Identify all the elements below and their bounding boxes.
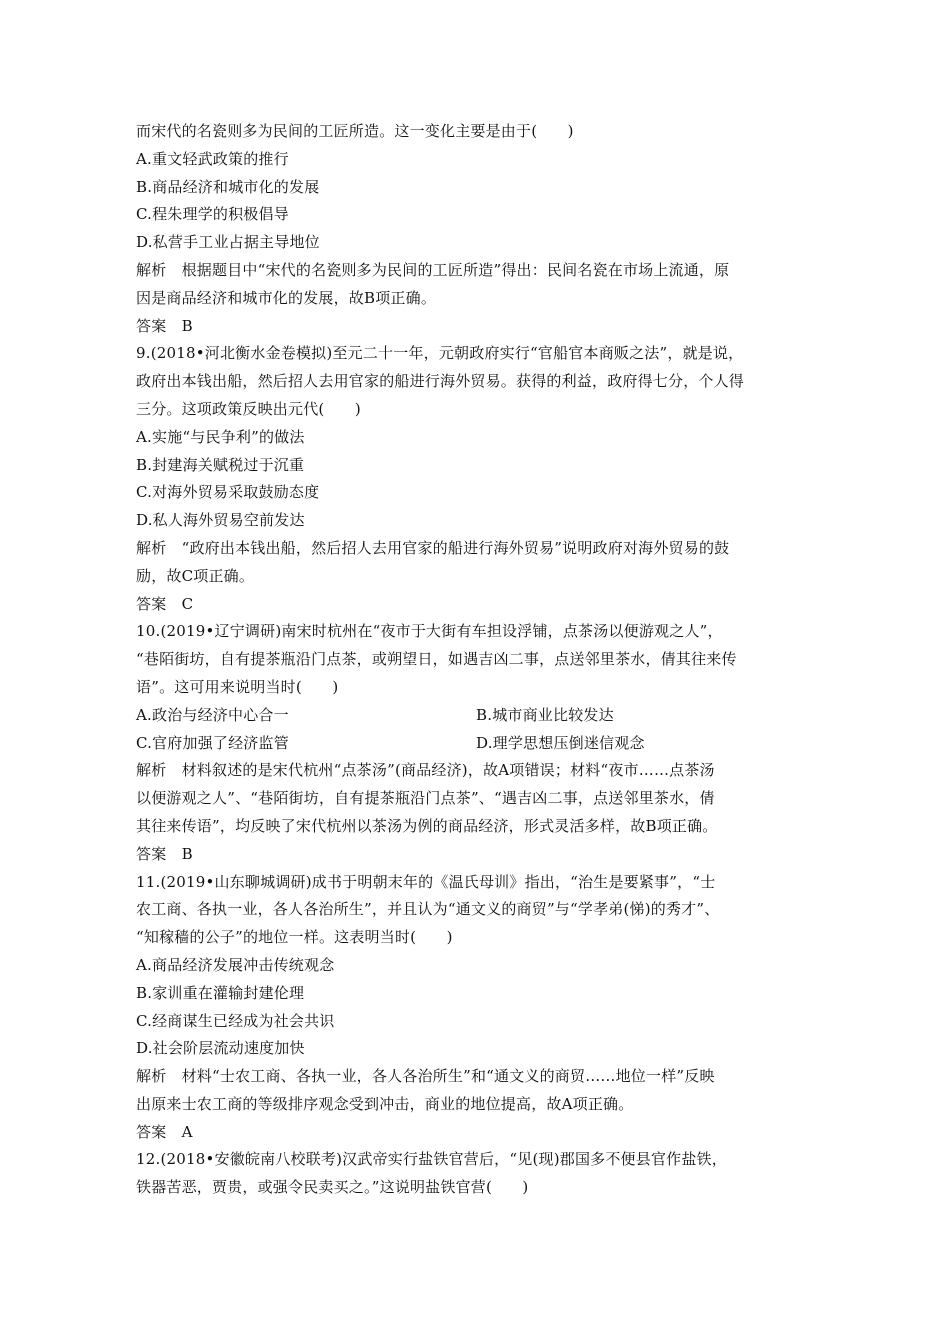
analysis-line: 励，故C项正确。 bbox=[136, 566, 255, 585]
option-c: C.官府加强了经济监管 bbox=[136, 733, 289, 752]
question-11 bbox=[136, 869, 826, 1147]
question-stem: 而宋代的名瓷则多为民间的工匠所造。这一变化主要是由于( ) bbox=[136, 122, 574, 140]
option-row bbox=[136, 702, 826, 730]
question-stem: 12.(2018•安徽皖南八校联考)汉武帝实行盐铁官营后，“见(现)郡国多不便县官作盐铁， bbox=[136, 1150, 727, 1169]
option-a: A.商品经济发展冲击传统观念 bbox=[136, 955, 335, 974]
question-stem: 10.(2019•辽宁调研)南宋时杭州在“夜市于大街有车担设浮铺，点茶汤以便游观之人”， bbox=[136, 622, 723, 641]
option-b: B.封建海关赋税过于沉重 bbox=[136, 455, 305, 474]
option-d: D.私营手工业占据主导地位 bbox=[136, 233, 320, 252]
question-stem: 语”。这可用来说明当时( ) bbox=[136, 677, 339, 696]
question-stem: 9.(2018•河北衡水金卷模拟)至元二十一年，元朝政府实行“官船官本商贩之法”，就是说， bbox=[136, 344, 744, 363]
option-d: D.私人海外贸易空前发达 bbox=[136, 511, 305, 530]
answer: 答案 B bbox=[136, 316, 193, 335]
option-a: A.政治与经济中心合一 bbox=[136, 705, 289, 724]
question-stem: 三分。这项政策反映出元代( ) bbox=[136, 399, 361, 418]
option-row bbox=[136, 730, 826, 758]
question-8 bbox=[136, 118, 826, 340]
option-b: B.城市商业比较发达 bbox=[476, 705, 614, 724]
answer: 答案 C bbox=[136, 594, 194, 613]
analysis-line: 解析 材料“士农工商、各执一业，各人各治所生”和“通文义的商贸……地位一样”反映 bbox=[136, 1067, 715, 1086]
analysis-line: 解析 “政府出本钱出船，然后招人去用官家的船进行海外贸易”说明政府对海外贸易的鼓 bbox=[136, 538, 730, 557]
question-stem: 农工商、各执一业，各人各治所生”，并且认为“通文义的商贸”与“学孝弟(悌)的秀才”、 bbox=[136, 900, 720, 919]
option-a: A.实施“与民争利”的做法 bbox=[136, 427, 305, 446]
analysis-line: 解析 根据题目中“宋代的名瓷则多为民间的工匠所造”得出：民间名瓷在市场上流通，原 bbox=[136, 260, 730, 279]
question-stem: 铁器苦恶，贾贵，或强令民卖买之。”这说明盐铁官营( ) bbox=[136, 1178, 529, 1197]
analysis-line: 出原来士农工商的等级排序观念受到冲击，商业的地位提高，故A项正确。 bbox=[136, 1094, 634, 1113]
option-a: A.重文轻武政策的推行 bbox=[136, 149, 289, 168]
option-c: C.程朱理学的积极倡导 bbox=[136, 205, 289, 224]
question-stem: 政府出本钱出船，然后招人去用官家的船进行海外贸易。获得的利益，政府得七分，个人得 bbox=[136, 372, 745, 391]
question-stem: “巷陌街坊，自有提茶瓶沿门点茶，或朔望日，如遇吉凶二事，点送邻里茶水，倩其往来传 bbox=[136, 650, 737, 669]
option-d: D.社会阶层流动速度加快 bbox=[136, 1039, 305, 1058]
analysis-line: 其往来传语”，均反映了宋代杭州以茶汤为例的商品经济，形式灵活多样，故B项正确。 bbox=[136, 816, 718, 835]
analysis-line: 以便游观之人”、“巷陌街坊，自有提茶瓶沿门点茶”、“遇吉凶二事，点送邻里茶水，倩 bbox=[136, 789, 715, 808]
question-10 bbox=[136, 618, 826, 868]
option-b: B.商品经济和城市化的发展 bbox=[136, 177, 320, 196]
question-stem: 11.(2019•山东聊城调研)成书于明朝末年的《温氏母训》指出，“治生是要紧事”，“士 bbox=[136, 872, 716, 891]
document-page bbox=[136, 118, 826, 1202]
analysis-line: 解析 材料叙述的是宋代杭州“点茶汤”(商品经济)，故A项错误；材料“夜市……点茶汤 bbox=[136, 761, 715, 780]
option-d: D.理学思想压倒迷信观念 bbox=[476, 733, 645, 752]
option-c: C.经商谋生已经成为社会共识 bbox=[136, 1011, 335, 1030]
option-c: C.对海外贸易采取鼓励态度 bbox=[136, 483, 320, 502]
analysis-line: 因是商品经济和城市化的发展，故B项正确。 bbox=[136, 288, 437, 307]
answer: 答案 B bbox=[136, 844, 193, 863]
answer: 答案 A bbox=[136, 1122, 193, 1141]
question-12 bbox=[136, 1146, 826, 1202]
question-stem: “知稼穑的公子”的地位一样。这表明当时( ) bbox=[136, 928, 453, 947]
question-9 bbox=[136, 340, 826, 618]
option-b: B.家训重在灌输封建伦理 bbox=[136, 983, 305, 1002]
